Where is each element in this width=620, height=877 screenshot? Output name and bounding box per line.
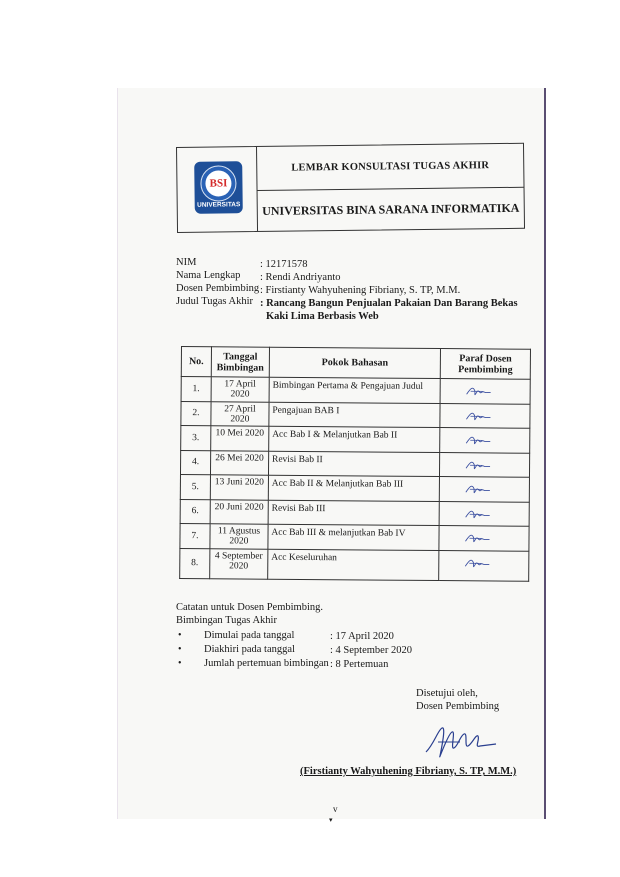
page-right-edge <box>544 88 546 819</box>
bullet-icon: • <box>178 658 182 669</box>
row-signature <box>440 452 530 477</box>
table-header-row <box>181 347 530 380</box>
table-row <box>181 377 530 404</box>
approval-line1: Disetujui oleh, <box>416 688 478 699</box>
row-signature <box>440 428 530 453</box>
row-date: 26 Mei 2020 <box>210 450 268 475</box>
logo-cell <box>177 147 258 232</box>
advisor-value: : Firstianty Wahyuhening Fibriany, S. TP, M.M. <box>260 285 461 296</box>
initial-signature-icon <box>463 556 491 572</box>
note-item-value: : 4 September 2020 <box>330 645 412 656</box>
logo-band-text: UNIVERSITAS <box>197 201 241 209</box>
note-item-value: : 8 Pertemuan <box>330 659 389 670</box>
table-row <box>180 499 529 526</box>
row-date: 13 Juni 2020 <box>210 475 268 500</box>
nim-value: : 12171578 <box>260 259 308 270</box>
initial-signature-icon <box>465 409 493 425</box>
row-date: 17 April 2020 <box>211 377 269 402</box>
bullet-icon: • <box>178 630 182 641</box>
header-no: No. <box>181 347 211 377</box>
row-signature <box>439 526 529 551</box>
bullet-icon: • <box>178 644 182 655</box>
table-row <box>180 450 529 477</box>
approval-line2: Dosen Pembimbing <box>416 701 500 712</box>
initial-signature-icon <box>464 433 492 449</box>
university-logo <box>194 161 243 214</box>
table-row <box>181 426 530 453</box>
notes-heading: Catatan untuk Dosen Pembimbing. <box>176 602 323 613</box>
advisor-label: Dosen Pembimbing <box>176 283 260 294</box>
row-topic: Acc Bab II & Melanjutkan Bab III <box>268 475 439 501</box>
advisor-signature <box>420 722 500 764</box>
row-number: 2. <box>181 401 211 426</box>
note-item-label: Diakhiri pada tanggal <box>204 644 295 655</box>
note-item-label: Jumlah pertemuan bimbingan <box>204 658 329 669</box>
row-topic: Revisi Bab III <box>268 500 439 526</box>
document-title: LEMBAR KONSULTASI TUGAS AKHIR <box>257 144 524 191</box>
row-date: 11 Agustus 2020 <box>210 524 268 549</box>
initial-signature-icon <box>464 531 492 547</box>
nim-label: NIM <box>176 257 197 268</box>
row-date: 20 Juni 2020 <box>210 499 268 524</box>
initial-signature-icon <box>464 507 492 523</box>
page-marker: ▾ <box>329 816 333 824</box>
row-signature <box>439 550 529 581</box>
initial-signature-icon <box>464 458 492 474</box>
row-topic: Revisi Bab II <box>268 451 439 477</box>
table-row <box>180 548 529 581</box>
notes-subheading: Bimbingan Tugas Akhir <box>176 615 277 626</box>
header-date: Tanggal Bimbingan <box>211 347 269 377</box>
name-value: : Rendi Andriyanto <box>260 272 341 283</box>
row-signature <box>439 477 529 502</box>
row-topic: Acc Bab I & Melanjutkan Bab II <box>269 426 440 452</box>
consultation-table <box>179 346 531 581</box>
note-item-label: Dimulai pada tanggal <box>204 630 295 641</box>
row-number: 3. <box>181 426 211 451</box>
row-signature <box>439 501 529 526</box>
advisor-signature-name: (Firstianty Wahyuhening Fibriany, S. TP, M.M.) <box>300 766 517 777</box>
row-number: 8. <box>180 548 210 578</box>
row-date: 27 April 2020 <box>211 401 269 426</box>
row-signature <box>440 379 530 404</box>
table-row <box>180 523 529 550</box>
row-topic: Pengajuan BAB I <box>269 402 440 428</box>
row-number: 1. <box>181 377 211 402</box>
logo-emblem: BSI <box>209 177 228 190</box>
table-row <box>180 474 529 501</box>
thesis-title-line1: : Rancang Bangun Penjualan Pakaian Dan Barang Bekas <box>260 298 518 309</box>
row-date: 4 September 2020 <box>210 548 268 578</box>
name-label: Nama Lengkap <box>176 270 241 281</box>
header-topic: Pokok Bahasan <box>269 347 440 378</box>
header-signature: Paraf Dosen Pembimbing <box>440 349 530 380</box>
university-name: UNIVERSITAS BINA SARANA INFORMATIKA <box>262 200 520 218</box>
table-row <box>181 401 530 428</box>
document-header <box>176 143 525 233</box>
initial-signature-icon <box>465 384 493 400</box>
row-topic: Acc Keseluruhan <box>268 549 439 580</box>
thesis-label: Judul Tugas Akhir <box>176 296 254 307</box>
page-number: v <box>333 804 338 814</box>
row-topic: Bimbingan Pertama & Pengajuan Judul <box>269 377 440 403</box>
row-number: 5. <box>180 474 210 499</box>
thesis-title-line2: Kaki Lima Berbasis Web <box>266 311 379 322</box>
row-topic: Acc Bab III & melanjutkan Bab IV <box>268 524 439 550</box>
row-number: 4. <box>180 450 210 475</box>
row-date: 10 Mei 2020 <box>211 426 269 451</box>
row-number: 6. <box>180 499 210 524</box>
initial-signature-icon <box>464 482 492 498</box>
row-signature <box>440 403 530 428</box>
note-item-value: : 17 April 2020 <box>330 631 394 642</box>
row-number: 7. <box>180 523 210 548</box>
